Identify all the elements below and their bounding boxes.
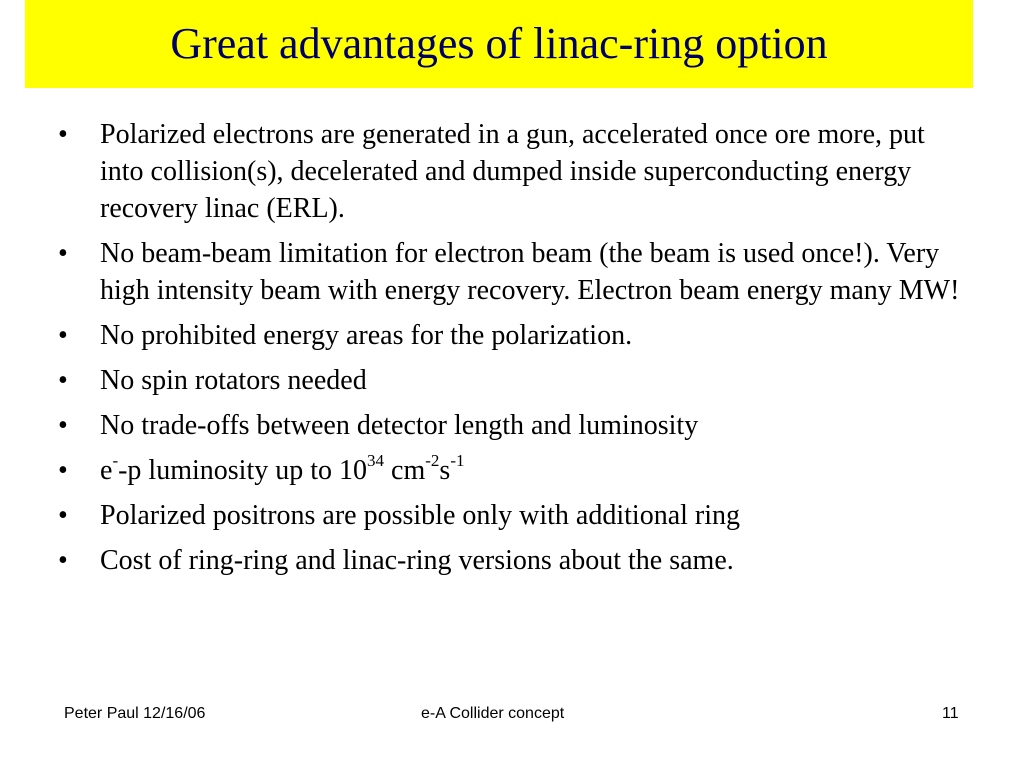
title-banner — [25, 0, 973, 88]
bullet-text: No beam-beam limitation for electron beam (the beam is used once!). Very high intensity beam with energy recovery. Electron beam energy many MW! — [100, 238, 960, 306]
bullet-icon: • — [58, 500, 68, 531]
bullet-icon: • — [58, 119, 68, 150]
bullet-text: Cost of ring-ring and linac-ring versions about the same. — [100, 545, 734, 576]
footer-author-date: Peter Paul 12/16/06 — [64, 705, 206, 722]
bullet-text: Polarized positrons are possible only with additional ring — [100, 500, 741, 531]
electron-charge-superscript: - — [112, 450, 119, 470]
bullet-item — [58, 407, 968, 444]
luminosity-text: -p luminosity up to 10 — [118, 455, 368, 486]
bullet-icon: • — [58, 365, 68, 396]
slide-title: Great advantages of linac-ring option — [170, 19, 828, 68]
bullet-text: Polarized electrons are generated in a gun, accelerated once ore more, put into collision(s), decelerated and dumped inside superconducting energy recovery linac (ERL). — [100, 119, 925, 224]
bullet-item — [58, 317, 968, 354]
bullet-icon: • — [58, 455, 68, 486]
bullet-text: No trade-offs between detector length and luminosity — [100, 410, 699, 441]
bullet-icon: • — [58, 410, 68, 441]
bullet-item — [58, 116, 968, 227]
cm-exponent: -2 — [425, 450, 440, 470]
luminosity-exponent: 34 — [367, 450, 385, 470]
bullet-item — [58, 497, 968, 534]
bullet-list — [58, 116, 968, 587]
bullet-text: No prohibited energy areas for the polarization. — [100, 320, 633, 351]
bullet-text: No spin rotators needed — [100, 365, 367, 396]
bullet-icon: • — [58, 238, 68, 269]
bullet-item — [58, 235, 968, 309]
s-unit: s — [439, 455, 451, 486]
bullet-text — [100, 450, 465, 486]
electron-symbol: e — [100, 455, 113, 486]
bullet-item — [58, 362, 968, 399]
footer-topic: e-A Collider concept — [421, 705, 565, 722]
bullet-icon: • — [58, 545, 68, 576]
bullet-icon: • — [58, 320, 68, 351]
bullet-item-luminosity — [58, 452, 968, 489]
cm-unit: cm — [384, 455, 426, 486]
s-exponent: -1 — [450, 450, 465, 470]
footer-page-number: 11 — [942, 705, 959, 722]
bullet-item — [58, 542, 968, 579]
